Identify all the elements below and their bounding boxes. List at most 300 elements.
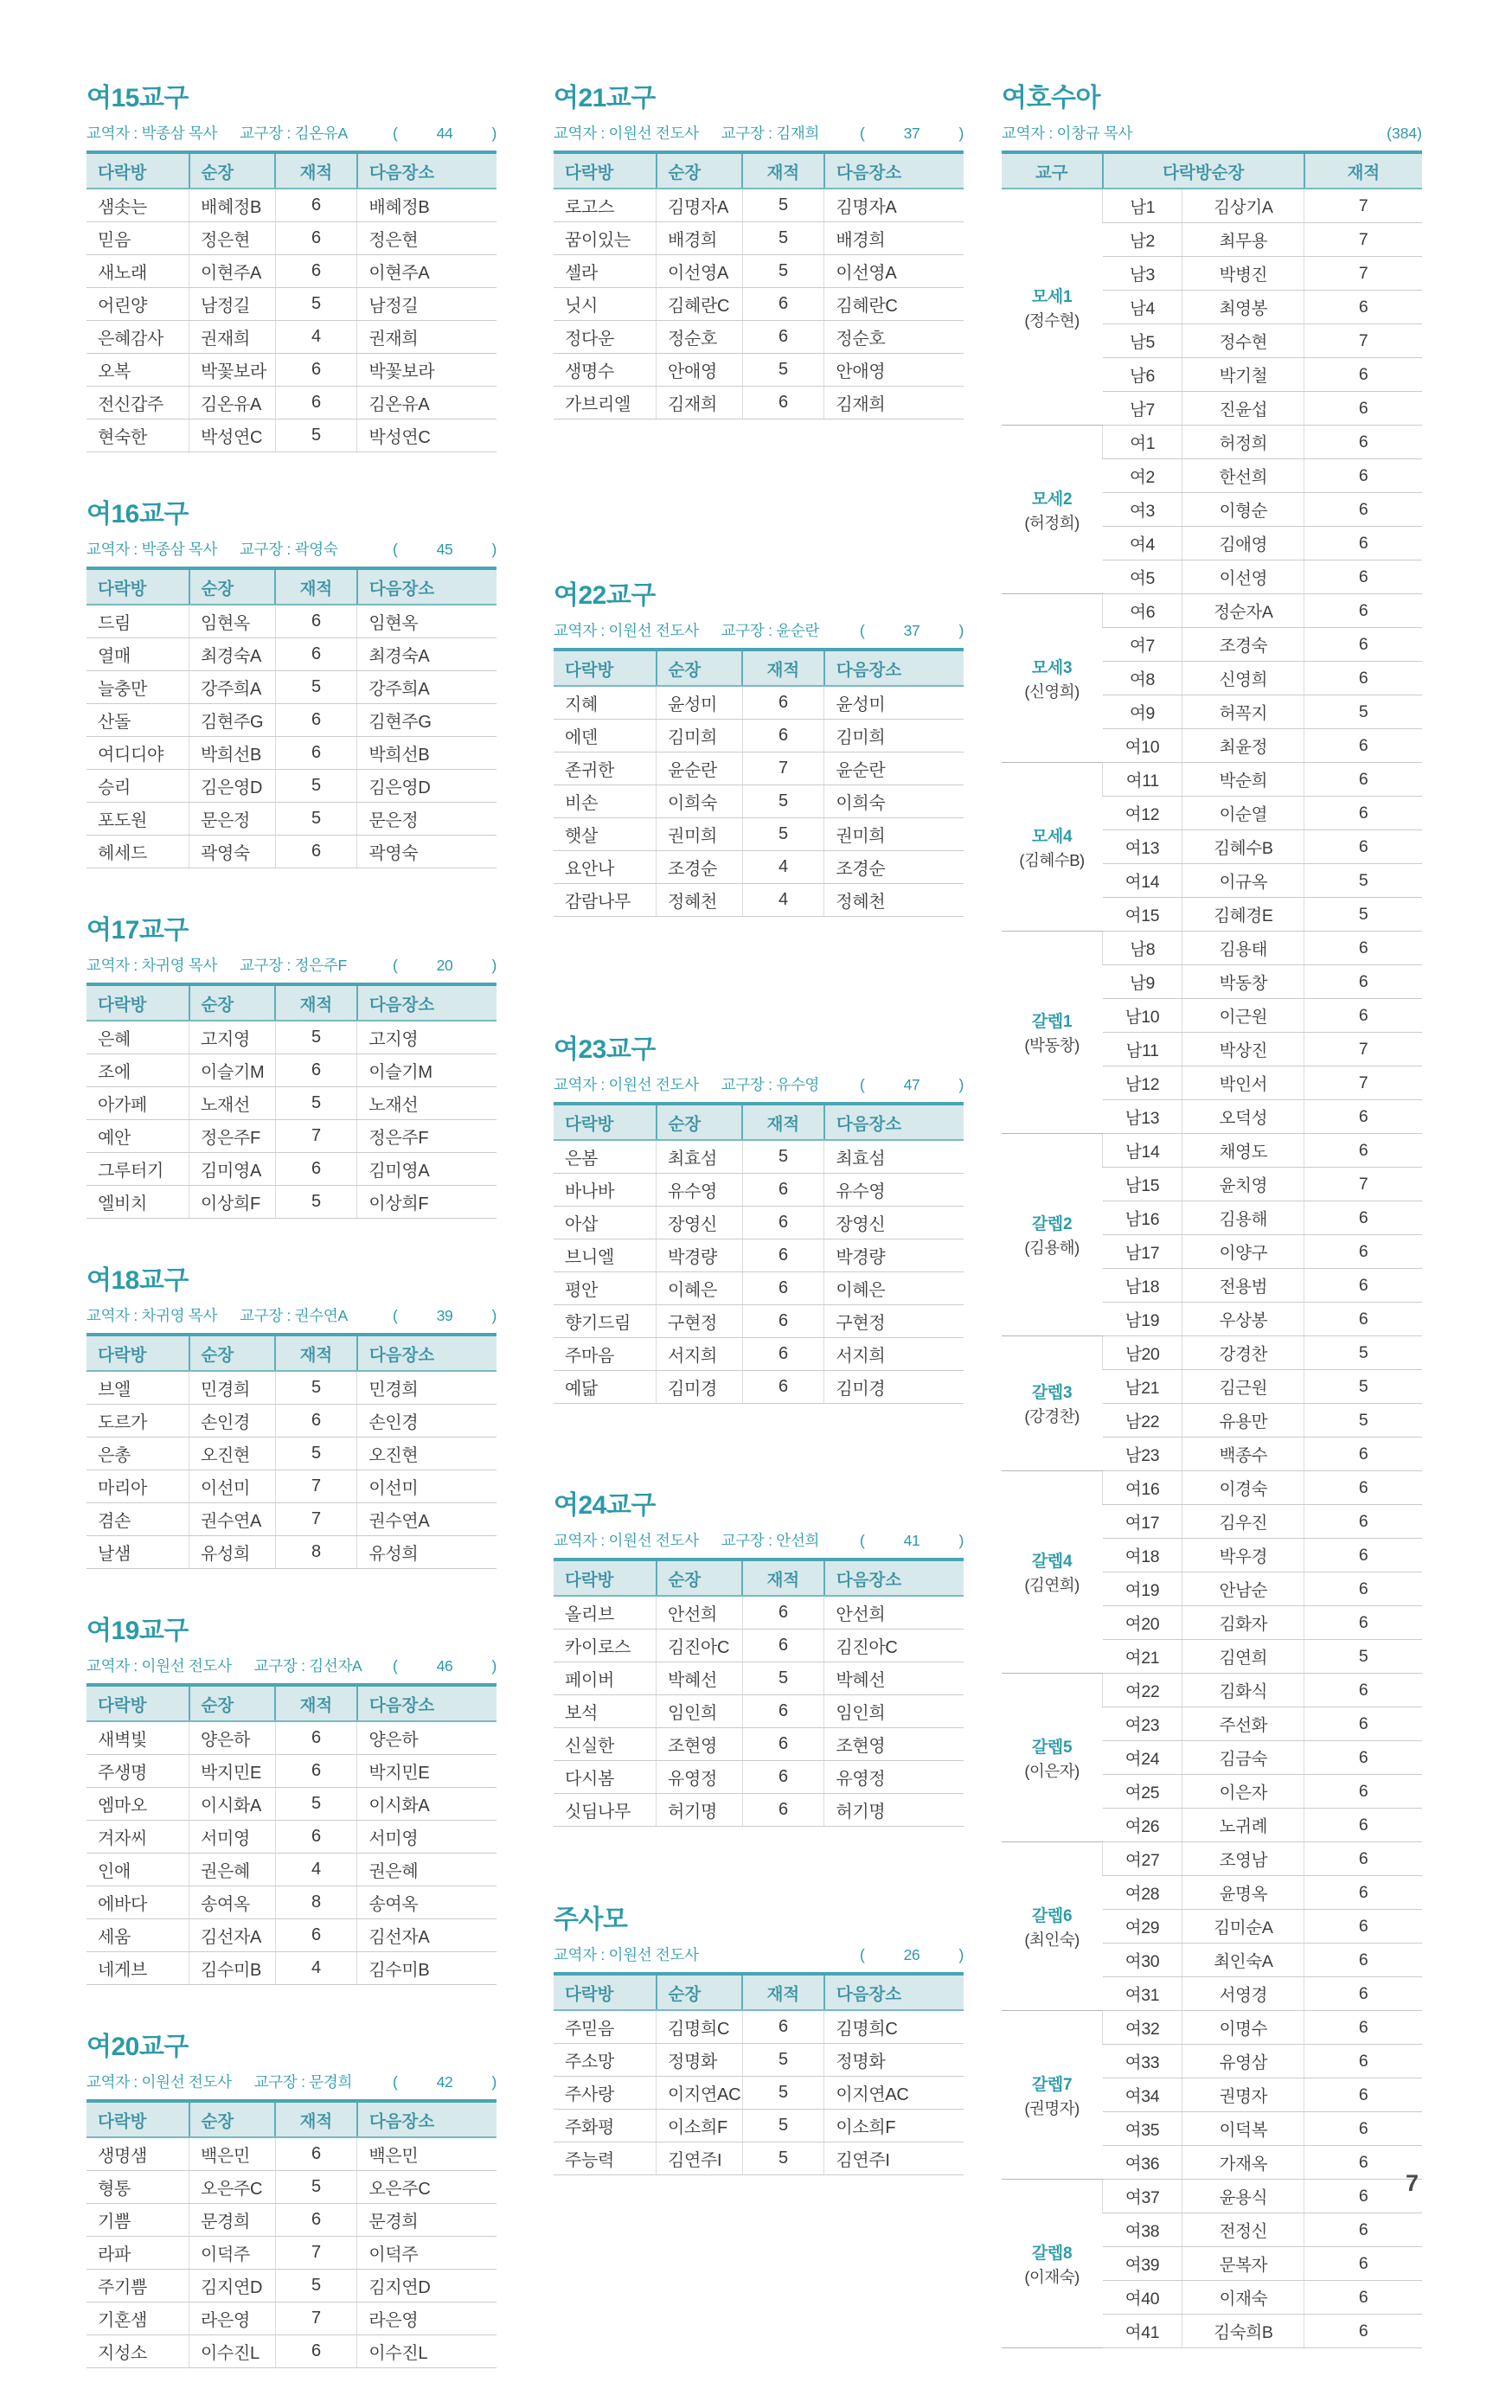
table-row (1002, 932, 1422, 965)
cell-enrolled: 6 (1304, 797, 1422, 830)
cell-enrolled: 5 (275, 671, 357, 704)
cell-leader: 유수영 (657, 1174, 743, 1207)
header-row (554, 1559, 964, 1596)
cell-enrolled: 5 (1304, 1370, 1422, 1404)
cell-enrolled: 6 (1304, 1100, 1422, 1134)
cell-room: 평안 (554, 1272, 657, 1305)
cell-leader: 김연주I (657, 2142, 743, 2175)
cell-leader-name: 김화자 (1182, 1606, 1304, 1640)
table-row (86, 1438, 497, 1470)
cell-leader: 문은정 (189, 803, 276, 836)
cell-enrolled: 5 (275, 770, 357, 803)
cell-room-number: 여26 (1103, 1809, 1182, 1842)
cell-room: 은봄 (554, 1140, 657, 1174)
cell-enrolled: 6 (1304, 2315, 1422, 2348)
table-row (86, 737, 497, 770)
group-leader-name: 이은자 (1029, 1761, 1075, 1780)
cell-next-place: 손인경 (357, 1405, 497, 1438)
cell-room: 아가페 (86, 1087, 189, 1120)
cell-enrolled: 6 (1304, 932, 1422, 965)
cell-enrolled: 5 (742, 818, 824, 851)
separator: : (764, 125, 777, 142)
attendance-count (860, 125, 964, 143)
cell-enrolled: 6 (1304, 2112, 1422, 2146)
separator: : (282, 541, 295, 558)
cell-next-place: 안선희 (824, 1596, 964, 1630)
cell-next-place: 이혜은 (824, 1272, 964, 1305)
cell-enrolled: 6 (1304, 1876, 1422, 1910)
cell-leader: 정은현 (189, 222, 276, 255)
cell-room-number: 여37 (1103, 2180, 1182, 2213)
table-header (554, 152, 964, 189)
cell-enrolled: 6 (1304, 1674, 1422, 1707)
cell-leader-name: 김연희 (1182, 1640, 1304, 1674)
cell-room-number: 남21 (1103, 1370, 1182, 1404)
group-leader (1003, 1759, 1101, 1782)
paren-open: ( (1024, 1576, 1029, 1594)
cell-room-number: 여4 (1103, 527, 1182, 560)
cell-room: 샘솟는 (86, 189, 189, 222)
cell-leader: 조현영 (657, 1728, 743, 1761)
cell-enrolled: 6 (1304, 1842, 1422, 1876)
cell-next-place: 권재희 (357, 321, 497, 354)
cell-leader-name: 박인서 (1182, 1066, 1304, 1100)
head-name: 권수연A (294, 1307, 348, 1324)
cell-enrolled: 7 (275, 1470, 357, 1503)
cell-room-number: 남2 (1103, 223, 1182, 257)
cell-enrolled: 6 (275, 737, 357, 770)
group-leader (1003, 849, 1101, 871)
table-row (554, 1239, 964, 1272)
cell-room-number: 여1 (1103, 426, 1182, 459)
cell-leader-name: 이양구 (1182, 1235, 1304, 1269)
head-label: 교구장 (721, 125, 765, 142)
cell-enrolled: 6 (1304, 1235, 1422, 1269)
cell-room-number: 여33 (1103, 2045, 1182, 2078)
district-title: 주사모 (554, 1905, 628, 1934)
cell-enrolled: 6 (742, 1239, 824, 1272)
cell-next-place: 박꽃보라 (357, 354, 497, 387)
group-cell (1002, 2180, 1103, 2348)
cell-room: 주화평 (554, 2110, 657, 2142)
table-row (86, 1886, 497, 1919)
cell-leader: 민경희 (189, 1371, 276, 1405)
cell-next-place: 권은혜 (357, 1854, 497, 1886)
group-name: 모세1 (1031, 287, 1073, 306)
cell-leader-name: 이명수 (1182, 2011, 1304, 2045)
district-subtitle (554, 1529, 964, 1551)
cell-enrolled: 7 (742, 752, 824, 785)
cell-room: 새노래 (86, 255, 189, 288)
cell-enrolled: 6 (742, 720, 824, 752)
cell-next-place: 윤순란 (824, 752, 964, 785)
pastor-name: 박종삼 목사 (141, 125, 218, 142)
district-subtitle (554, 122, 964, 144)
cell-enrolled: 6 (742, 2010, 824, 2044)
cell-room: 헤세드 (86, 836, 189, 868)
cell-leader-name: 최인숙A (1182, 1944, 1304, 1977)
table-body (86, 1371, 497, 1569)
cell-room-number: 남3 (1103, 257, 1182, 291)
separator: : (129, 125, 142, 142)
cell-room: 비손 (554, 785, 657, 818)
cell-enrolled: 5 (275, 1788, 357, 1821)
cell-next-place: 문경희 (357, 2204, 497, 2237)
cell-leader-name: 김금숙 (1182, 1741, 1304, 1775)
cell-enrolled: 8 (275, 1886, 357, 1919)
cell-next-place: 정순호 (824, 321, 964, 354)
cell-room-number: 남10 (1103, 999, 1182, 1033)
cell-enrolled: 6 (275, 1153, 357, 1186)
cell-next-place: 안애영 (824, 354, 964, 387)
pastor-name: 이원선 전도사 (608, 622, 699, 639)
pastor-label: 교역자 (86, 1657, 130, 1675)
group-cell (1002, 763, 1103, 932)
cell-leader: 유성희 (189, 1536, 276, 1569)
column-header-next-place: 다음장소 (357, 568, 497, 605)
cell-leader-name: 윤용식 (1182, 2180, 1304, 2213)
paren-open: ( (1024, 1407, 1029, 1425)
cell-next-place: 김은영D (357, 770, 497, 803)
cell-leader: 라은영 (189, 2302, 276, 2335)
cell-room: 여디디야 (86, 737, 189, 770)
cell-next-place: 이덕주 (357, 2237, 497, 2270)
cell-leader-name: 이선영 (1182, 560, 1304, 594)
column-header-enrolled: 재적 (275, 1335, 357, 1371)
cell-enrolled: 6 (742, 321, 824, 354)
cell-room: 주생명 (86, 1755, 189, 1788)
table-row (86, 1854, 497, 1886)
cell-next-place: 김미희 (824, 720, 964, 752)
table-row (86, 1821, 497, 1854)
cell-room: 향기드림 (554, 1305, 657, 1338)
cell-room: 라파 (86, 2237, 189, 2270)
head-name: 안선희 (776, 1532, 820, 1549)
paren-close: ) (1074, 1576, 1080, 1594)
attendance-count (393, 1307, 497, 1325)
cell-next-place: 임현옥 (357, 605, 497, 638)
cell-enrolled: 7 (1304, 257, 1422, 291)
group-cell (1002, 1674, 1103, 1842)
cell-enrolled: 4 (275, 321, 357, 354)
cell-leader: 권미희 (657, 818, 743, 851)
roster-table (86, 1333, 497, 1569)
cell-enrolled: 6 (1304, 493, 1422, 527)
cell-room: 꿈이있는 (554, 222, 657, 255)
cell-leader: 구현정 (657, 1305, 743, 1338)
cell-room: 신실한 (554, 1728, 657, 1761)
head-label: 교구장 (253, 1657, 298, 1675)
paren-close: ) (958, 1076, 964, 1093)
table-row (86, 2302, 497, 2335)
cell-room-number: 남9 (1103, 965, 1182, 999)
cell-enrolled: 7 (275, 2237, 357, 2270)
table-row (554, 2142, 964, 2175)
roster-table (86, 2099, 497, 2368)
table-body (86, 189, 497, 452)
paren-close: ) (1074, 1930, 1080, 1949)
separator: : (1044, 125, 1057, 142)
count-value: 41 (903, 1532, 920, 1549)
cell-enrolled: 4 (742, 851, 824, 884)
district-subtitle (554, 1073, 964, 1095)
pastor-label: 교역자 (86, 125, 130, 142)
paren-open: ( (393, 2073, 398, 2091)
cell-enrolled: 6 (1304, 2011, 1422, 2045)
table-row (554, 2044, 964, 2077)
cell-leader-name: 유영삼 (1182, 2045, 1304, 2078)
separator: : (596, 125, 609, 142)
cell-room-number: 여30 (1103, 1944, 1182, 1977)
cell-enrolled: 7 (1304, 1168, 1422, 1201)
cell-leader: 장영신 (657, 1207, 743, 1239)
cell-enrolled: 5 (275, 1371, 357, 1405)
column-header-enrolled: 재적 (275, 1685, 357, 1721)
table-row (1002, 763, 1422, 797)
pastor-label: 교역자 (554, 622, 597, 639)
header-row (554, 1104, 964, 1140)
separator: : (596, 622, 609, 639)
column-header-next-place: 다음장소 (357, 2101, 497, 2137)
cell-room-number: 여28 (1103, 1876, 1182, 1910)
head-name: 김재희 (776, 125, 820, 142)
cell-leader: 임인희 (657, 1695, 743, 1728)
cell-room-number: 여21 (1103, 1640, 1182, 1674)
cell-room: 오복 (86, 354, 189, 387)
cell-leader: 김미경 (657, 1371, 743, 1404)
cell-leader: 허기명 (657, 1794, 743, 1827)
group-leader-name: 강경찬 (1029, 1407, 1075, 1425)
cell-room-number: 남4 (1103, 291, 1182, 324)
cell-leader-name: 조영남 (1182, 1842, 1304, 1876)
table-row (554, 387, 964, 419)
cell-enrolled: 6 (275, 387, 357, 419)
district-subtitle (86, 1304, 497, 1326)
separator: : (596, 1076, 609, 1093)
cell-next-place: 조경순 (824, 851, 964, 884)
district-section (554, 1483, 964, 1827)
table-body (86, 1021, 497, 1219)
cell-enrolled: 5 (742, 1662, 824, 1695)
district-section (86, 76, 497, 452)
group-name: 갈렙4 (1031, 1553, 1073, 1571)
table-row (554, 1140, 964, 1174)
cell-leader-name: 김숙희B (1182, 2315, 1304, 2348)
table-row (86, 1371, 497, 1405)
paren-open: ( (1019, 850, 1025, 869)
table-body (86, 605, 497, 868)
separator: : (764, 1532, 777, 1549)
group-cell (1002, 1842, 1103, 2011)
group-leader-name: 김연희 (1029, 1576, 1075, 1594)
cell-enrolled: 6 (1304, 1134, 1422, 1168)
cell-enrolled: 5 (275, 419, 357, 452)
column-header-leader: 순장 (657, 650, 743, 686)
group-cell (1002, 1134, 1103, 1336)
cell-leader-name: 이은자 (1182, 1775, 1304, 1809)
column-header-next-place: 다음장소 (357, 1685, 497, 1721)
cell-leader: 오은주C (189, 2171, 276, 2204)
table-header (554, 1559, 964, 1596)
cell-next-place: 김현주G (357, 704, 497, 737)
cell-room-number: 여3 (1103, 493, 1182, 527)
attendance-count (393, 2073, 497, 2091)
cell-enrolled: 6 (742, 1338, 824, 1371)
district-section (554, 1898, 964, 2175)
cell-enrolled: 6 (742, 288, 824, 321)
cell-leader: 곽영숙 (189, 836, 276, 868)
cell-room: 주소망 (554, 2044, 657, 2077)
group-leader-name: 김혜수B (1024, 850, 1080, 869)
district-staff-line (86, 1655, 362, 1676)
column-header-enrolled: 재적 (275, 152, 357, 189)
paren-close: ) (1074, 2098, 1080, 2117)
cell-room: 기혼샘 (86, 2302, 189, 2335)
cell-leader-name: 이규옥 (1182, 864, 1304, 898)
cell-leader-name: 윤명옥 (1182, 1876, 1304, 1910)
paren-open: ( (1024, 1239, 1029, 1257)
cell-next-place: 라은영 (357, 2302, 497, 2335)
table-row (86, 638, 497, 671)
column-header-next-place: 다음장소 (824, 152, 964, 189)
cell-enrolled: 6 (1304, 2247, 1422, 2281)
cell-enrolled: 6 (1304, 1269, 1422, 1303)
attendance-count (860, 1076, 964, 1094)
table-row (554, 1794, 964, 1827)
cell-next-place: 강주희A (357, 671, 497, 704)
cell-room: 마리아 (86, 1470, 189, 1503)
cell-enrolled: 6 (1304, 2078, 1422, 2112)
table-row (86, 704, 497, 737)
cell-room: 네게브 (86, 1952, 189, 1985)
district-title: 여16교구 (86, 500, 189, 528)
table-row (1002, 1471, 1422, 1505)
attendance-count (860, 1946, 964, 1964)
cell-next-place: 박희선B (357, 737, 497, 770)
cell-leader-name: 정순자A (1182, 594, 1304, 628)
header-row (86, 1335, 497, 1371)
district-subtitle (86, 2071, 497, 2092)
cell-room-number: 여38 (1103, 2213, 1182, 2247)
cell-enrolled: 6 (1304, 1539, 1422, 1572)
roster-table (86, 150, 497, 452)
column-header-room: 다락방 (86, 2101, 189, 2137)
cell-room: 셀라 (554, 255, 657, 288)
cell-room-number: 여35 (1103, 2112, 1182, 2146)
table-row (554, 1272, 964, 1305)
cell-leader: 김온유A (189, 387, 276, 419)
count-value: 46 (436, 1657, 453, 1675)
table-header (86, 1335, 497, 1371)
cell-enrolled: 6 (1304, 999, 1422, 1033)
cell-leader-name: 김상기A (1182, 189, 1304, 223)
cell-room: 지성소 (86, 2335, 189, 2368)
table-body (554, 1140, 964, 1404)
cell-leader: 임현옥 (189, 605, 276, 638)
cell-room: 주믿음 (554, 2010, 657, 2044)
table-row (86, 1721, 497, 1755)
group-name: 갈렙8 (1031, 2244, 1073, 2263)
cell-room: 엘비치 (86, 1186, 189, 1219)
cell-enrolled: 6 (275, 222, 357, 255)
cell-next-place: 권미희 (824, 818, 964, 851)
cell-enrolled: 6 (1304, 358, 1422, 392)
head-name: 김선자A (309, 1657, 362, 1675)
cell-enrolled: 6 (275, 1721, 357, 1755)
cell-room-number: 여10 (1103, 729, 1182, 763)
cell-leader: 김진아C (657, 1630, 743, 1662)
group-cell (1002, 426, 1103, 594)
cell-next-place: 고지영 (357, 1021, 497, 1054)
cell-leader-name: 김혜수B (1182, 830, 1304, 864)
table-row (86, 1120, 497, 1153)
paren-close: ) (491, 541, 497, 558)
cell-enrolled: 6 (1304, 662, 1422, 695)
cell-room: 브엘 (86, 1371, 189, 1405)
attendance-count (393, 541, 497, 559)
table-row (554, 818, 964, 851)
cell-room-number: 여16 (1103, 1471, 1182, 1505)
cell-enrolled: 6 (275, 354, 357, 387)
cell-leader: 김지연D (189, 2270, 276, 2302)
cell-leader: 안애영 (657, 354, 743, 387)
cell-room-number: 남11 (1103, 1033, 1182, 1066)
cell-room-number: 여18 (1103, 1539, 1182, 1572)
cell-leader-name: 박동창 (1182, 965, 1304, 999)
column-header-leader: 순장 (657, 152, 743, 189)
district-subtitle (554, 1944, 964, 1965)
cell-leader: 박혜선 (657, 1662, 743, 1695)
cell-enrolled: 5 (275, 1087, 357, 1120)
paren-open: ( (860, 622, 865, 639)
cell-room: 가브리엘 (554, 387, 657, 419)
header-row (554, 152, 964, 189)
table-row (554, 1695, 964, 1728)
cell-room: 믿음 (86, 222, 189, 255)
cell-room-number: 남15 (1103, 1168, 1182, 1201)
table-row (86, 1536, 497, 1569)
cell-room-number: 여2 (1103, 459, 1182, 493)
cell-leader-name: 이근원 (1182, 999, 1304, 1033)
table-row (86, 1503, 497, 1536)
count-value: 37 (903, 125, 920, 142)
district-subtitle (86, 1655, 497, 1676)
column-header-room: 다락방 (86, 1335, 189, 1371)
cell-next-place: 권수연A (357, 1503, 497, 1536)
cell-next-place: 김명희C (824, 2010, 964, 2044)
cell-next-place: 민경희 (357, 1371, 497, 1405)
cell-next-place: 임인희 (824, 1695, 964, 1728)
cell-room: 카이로스 (554, 1630, 657, 1662)
table-row (554, 785, 964, 818)
cell-next-place: 김혜란C (824, 288, 964, 321)
cell-room-number: 여29 (1103, 1910, 1182, 1944)
table-row (1002, 1674, 1422, 1707)
cell-leader: 문경희 (189, 2204, 276, 2237)
cell-enrolled: 6 (275, 1405, 357, 1438)
column-header-enrolled: 재적 (742, 1559, 824, 1596)
cell-room-number: 남12 (1103, 1066, 1182, 1100)
column-header-enrolled: 재적 (275, 2101, 357, 2137)
cell-leader-name: 안남순 (1182, 1572, 1304, 1606)
cell-room: 은혜 (86, 1021, 189, 1054)
group-leader-name: 신영희 (1029, 682, 1075, 701)
cell-next-place: 김미영A (357, 1153, 497, 1186)
cell-leader: 배혜정B (189, 189, 276, 222)
cell-room: 예닮 (554, 1371, 657, 1404)
header-row (86, 984, 497, 1021)
table-row (86, 2171, 497, 2204)
